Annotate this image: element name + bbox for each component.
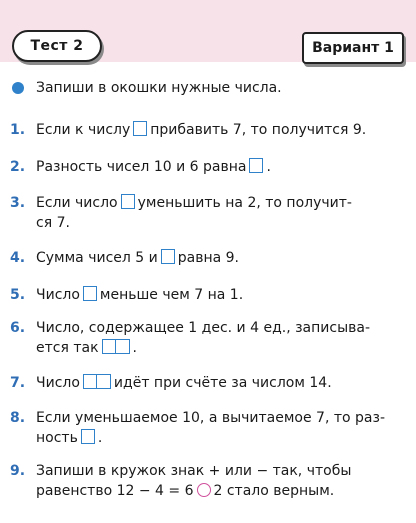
task-8 bbox=[10, 408, 406, 448]
task-text: идёт при счёте за числом 14. bbox=[113, 375, 332, 391]
task-text: ность bbox=[36, 430, 78, 446]
test-badge bbox=[12, 30, 102, 62]
task-number: 8. bbox=[10, 410, 26, 426]
answer-circle[interactable] bbox=[197, 483, 211, 497]
task-text: . bbox=[97, 430, 103, 446]
task-6 bbox=[10, 318, 406, 358]
task-text: равенство 12 − 4 = 6 bbox=[36, 483, 194, 499]
answer-box[interactable] bbox=[161, 249, 175, 264]
task-9 bbox=[10, 461, 406, 501]
task-5 bbox=[10, 285, 406, 305]
task-text: Разность чисел 10 и 6 равна bbox=[36, 159, 247, 175]
variant-label: Вариант 1 bbox=[312, 40, 394, 56]
task-7 bbox=[10, 373, 406, 393]
variant-badge bbox=[302, 32, 404, 64]
task-2 bbox=[10, 157, 406, 177]
task-text: Если к числу bbox=[36, 122, 131, 138]
task-text: Число bbox=[36, 375, 80, 391]
task-number: 4. bbox=[10, 250, 26, 266]
answer-box[interactable] bbox=[81, 429, 95, 444]
task-text: Число bbox=[36, 287, 80, 303]
task-3 bbox=[10, 193, 406, 233]
task-text: уменьшить на 2, то получит- bbox=[137, 195, 352, 211]
task-number: 7. bbox=[10, 375, 26, 391]
task-number: 5. bbox=[10, 287, 26, 303]
task-number: 2. bbox=[10, 159, 26, 175]
task-number: 9. bbox=[10, 463, 26, 479]
task-text: прибавить 7, то получится 9. bbox=[150, 122, 367, 138]
answer-box-double[interactable] bbox=[102, 339, 130, 354]
task-text: Если уменьшаемое 10, а вычитаемое 7, то раз- bbox=[36, 410, 385, 426]
task-text: равна 9. bbox=[177, 250, 240, 266]
task-text: . bbox=[132, 340, 137, 356]
answer-box-double[interactable] bbox=[83, 374, 111, 389]
task-text: Сумма чисел 5 и bbox=[36, 250, 158, 266]
bullet-dot-icon bbox=[12, 82, 24, 94]
instruction-text: Запиши в окошки нужные числа. bbox=[36, 80, 282, 96]
task-4 bbox=[10, 248, 406, 268]
task-text: меньше чем 7 на 1. bbox=[99, 287, 244, 303]
task-text: Если число bbox=[36, 195, 118, 211]
task-text: Запиши в кружок знак + или − так, чтобы bbox=[36, 463, 352, 479]
task-number: 3. bbox=[10, 195, 26, 211]
task-text: 2 стало верным. bbox=[213, 483, 335, 499]
answer-box[interactable] bbox=[133, 121, 147, 136]
answer-box[interactable] bbox=[121, 194, 135, 209]
task-text: ся 7. bbox=[36, 215, 70, 231]
answer-box[interactable] bbox=[83, 286, 97, 301]
answer-box[interactable] bbox=[249, 158, 263, 173]
instruction bbox=[12, 80, 282, 96]
task-text: ется так bbox=[36, 340, 99, 356]
task-text: . bbox=[266, 159, 271, 175]
task-number: 1. bbox=[10, 122, 26, 138]
task-number: 6. bbox=[10, 320, 26, 336]
task-1 bbox=[10, 120, 406, 140]
task-text: Число, содержащее 1 дес. и 4 ед., записыва- bbox=[36, 320, 371, 336]
test-label: Тест 2 bbox=[30, 38, 84, 54]
